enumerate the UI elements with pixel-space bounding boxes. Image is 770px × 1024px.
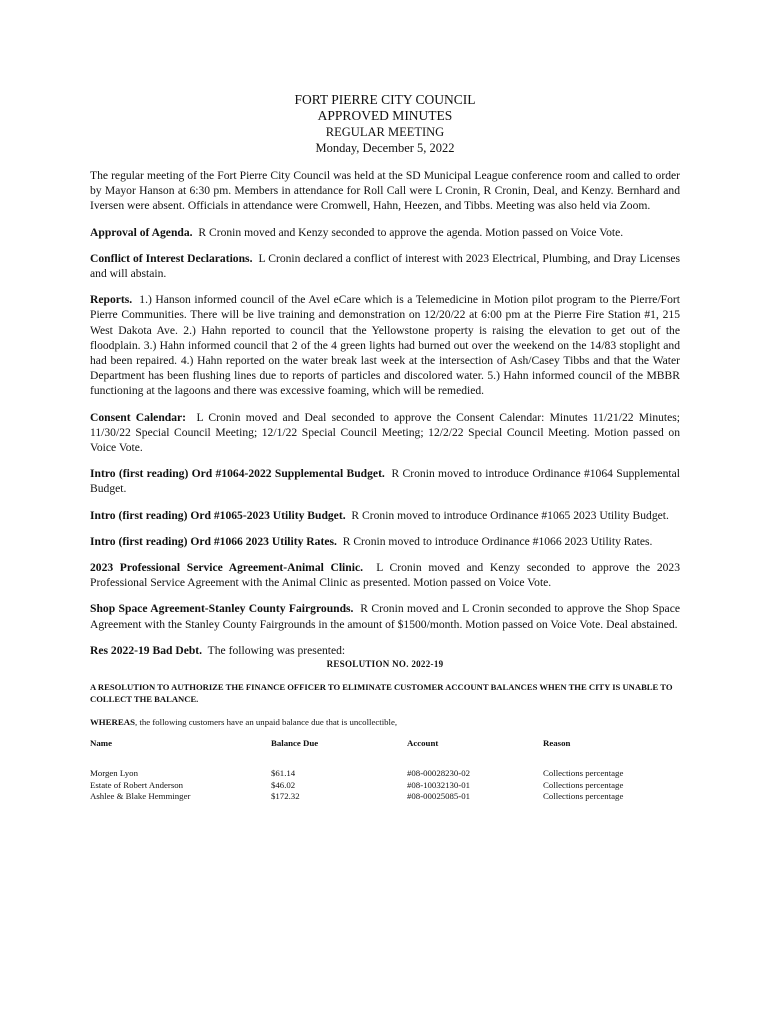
cell-balance: $61.14 — [271, 768, 296, 779]
section-reports — [90, 292, 680, 398]
table-row — [90, 791, 660, 803]
section-text: R Cronin moved and L Cronin seconded to approve the Shop Space Agreement with the Stanley County Fairgrounds in the amount of $1500/month. Motion passed on Voice Vote. Deal abstained. — [90, 602, 680, 631]
whereas-clause — [90, 717, 680, 727]
section-text: R Cronin moved to introduce Ordinance #1065 2023 Utility Budget. — [351, 508, 669, 522]
section-text: L Cronin moved and Deal seconded to approve the Consent Calendar: Minutes 11/21/22 Minutes; 11/30/22 Special Council Meeting; 12/1/22 Special Council Meeting; 12/2/22 Special Council Meeting. Motion passed on Voice Vote. — [90, 410, 681, 455]
column-header-account: Account — [407, 738, 439, 749]
minutes-title: APPROVED MINUTES — [317, 108, 453, 123]
section-shop-space — [90, 601, 680, 631]
cell-reason: Collections percentage — [543, 779, 624, 790]
council-title: FORT PIERRE CITY COUNCIL — [294, 92, 476, 107]
section-ord-1064 — [90, 466, 680, 496]
section-text: R Cronin moved to introduce Ordinance #1064 Supplemental Budget. — [90, 467, 681, 496]
section-text: R Cronin moved and Kenzy seconded to approve the agenda. Motion passed on Voice Vote. — [198, 225, 624, 239]
section-bad-debt — [90, 643, 680, 658]
document-header — [90, 92, 680, 156]
cell-reason: Collections percentage — [543, 791, 624, 802]
section-ord-1065 — [90, 508, 680, 523]
section-conflict-of-interest — [90, 251, 680, 281]
section-title: Intro (first reading) Ord #1066 2023 Utility Rates. — [90, 534, 337, 548]
cell-account: #08-00025085-01 — [407, 791, 471, 802]
table-row — [90, 768, 660, 780]
section-consent-calendar — [90, 410, 680, 456]
table-spacer — [90, 752, 660, 768]
uncollectible-accounts-table — [90, 738, 660, 803]
section-text: The following was presented: — [207, 643, 346, 657]
section-title: 2023 Professional Service Agreement-Animal Clinic. — [90, 561, 363, 575]
section-title: Res 2022-19 Bad Debt. — [90, 643, 203, 657]
cell-name: Estate of Robert Anderson — [90, 779, 184, 790]
section-text: R Cronin moved to introduce Ordinance #1066 2023 Utility Rates. — [342, 534, 653, 548]
cell-account: #08-00028230-02 — [407, 768, 471, 779]
cell-reason: Collections percentage — [543, 768, 624, 779]
section-title: Reports. — [90, 293, 133, 307]
cell-balance: $172.32 — [271, 791, 300, 802]
section-approval-of-agenda — [90, 225, 680, 240]
section-title: Shop Space Agreement-Stanley County Fairgrounds. — [90, 602, 354, 616]
section-text: 1.) Hanson informed council of the Avel eCare which is a Telemedicine in Motion pilot program to the Pierre/Fort Pierre Communities. There will be live training and demonstration on 12/20/22 at 6:00 pm at the Pierre Fire Station #1, 215 West Dakota Ave. 2.) Hahn reported to council that the Yellowstone property is raising the elevation to get out of the floodplain. 3.) Hahn informed council that 2 of the 4 green lights had burned out over the weekend on the 14/83 stoplight and had been repaired. 4.) Hahn reported on the water break last week at the intersection of Ash/Casey Tibbs and that the Water Department has been flushing lines due to reports of particles and discolored water. 5.) Hahn informed council of the MBBR functioning at the lagoons and there was excessive foaming, which will be remedied. — [90, 293, 680, 398]
resolution-title: RESOLUTION NO. 2022-19 — [326, 659, 444, 670]
cell-account: #08-10032130-01 — [407, 779, 471, 790]
intro-paragraph: The regular meeting of the Fort Pierre City Council was held at the SD Municipal League conference room and called to order by Mayor Hanson at 6:30 pm. Members in attendance for Roll Call were L Cronin, R Cronin, Deal, and Kenzy. Bernhard and Iversen were absent. Officials in attendance were Cromwell, Hahn, Heezen, and Tibbs. Meeting was also held via Zoom. — [90, 169, 680, 213]
whereas-text: , the following customers have an unpaid balance due that is uncollectible, — [134, 717, 398, 728]
section-title: Conflict of Interest Declarations. — [90, 251, 253, 265]
section-text: L Cronin moved and Kenzy seconded to approve the 2023 Professional Service Agreement with the Animal Clinic as presented. Motion passed on Voice Vote. — [90, 561, 681, 590]
section-ord-1066 — [90, 534, 680, 549]
table-row — [90, 780, 660, 792]
meeting-type: REGULAR MEETING — [325, 125, 445, 139]
section-title: Intro (first reading) Ord #1065-2023 Utility Budget. — [90, 508, 346, 522]
section-title: Approval of Agenda. — [90, 225, 193, 239]
whereas-label: WHEREAS — [90, 717, 135, 728]
section-animal-clinic — [90, 560, 680, 590]
section-text: L Cronin declared a conflict of interest with 2023 Electrical, Plumbing, and Dray Licenses and will abstain. — [90, 251, 680, 281]
column-header-reason: Reason — [543, 738, 571, 749]
table-header-row — [90, 738, 660, 752]
document-page — [90, 92, 680, 803]
cell-name: Ashlee & Blake Hemminger — [90, 791, 191, 802]
resolution-heading: A RESOLUTION TO AUTHORIZE THE FINANCE OFFICER TO ELIMINATE CUSTOMER ACCOUNT BALANCES WHEN THE CITY IS UNABLE TO COLLECT THE BALANCE. — [90, 682, 673, 705]
section-title: Consent Calendar: — [90, 410, 187, 424]
section-title: Intro (first reading) Ord #1064-2022 Supplemental Budget. — [90, 467, 385, 481]
cell-balance: $46.02 — [271, 779, 296, 790]
meeting-date: Monday, December 5, 2022 — [315, 141, 455, 155]
cell-name: Morgen Lyon — [90, 768, 138, 779]
column-header-balance: Balance Due — [271, 738, 319, 749]
column-header-name: Name — [90, 738, 112, 749]
